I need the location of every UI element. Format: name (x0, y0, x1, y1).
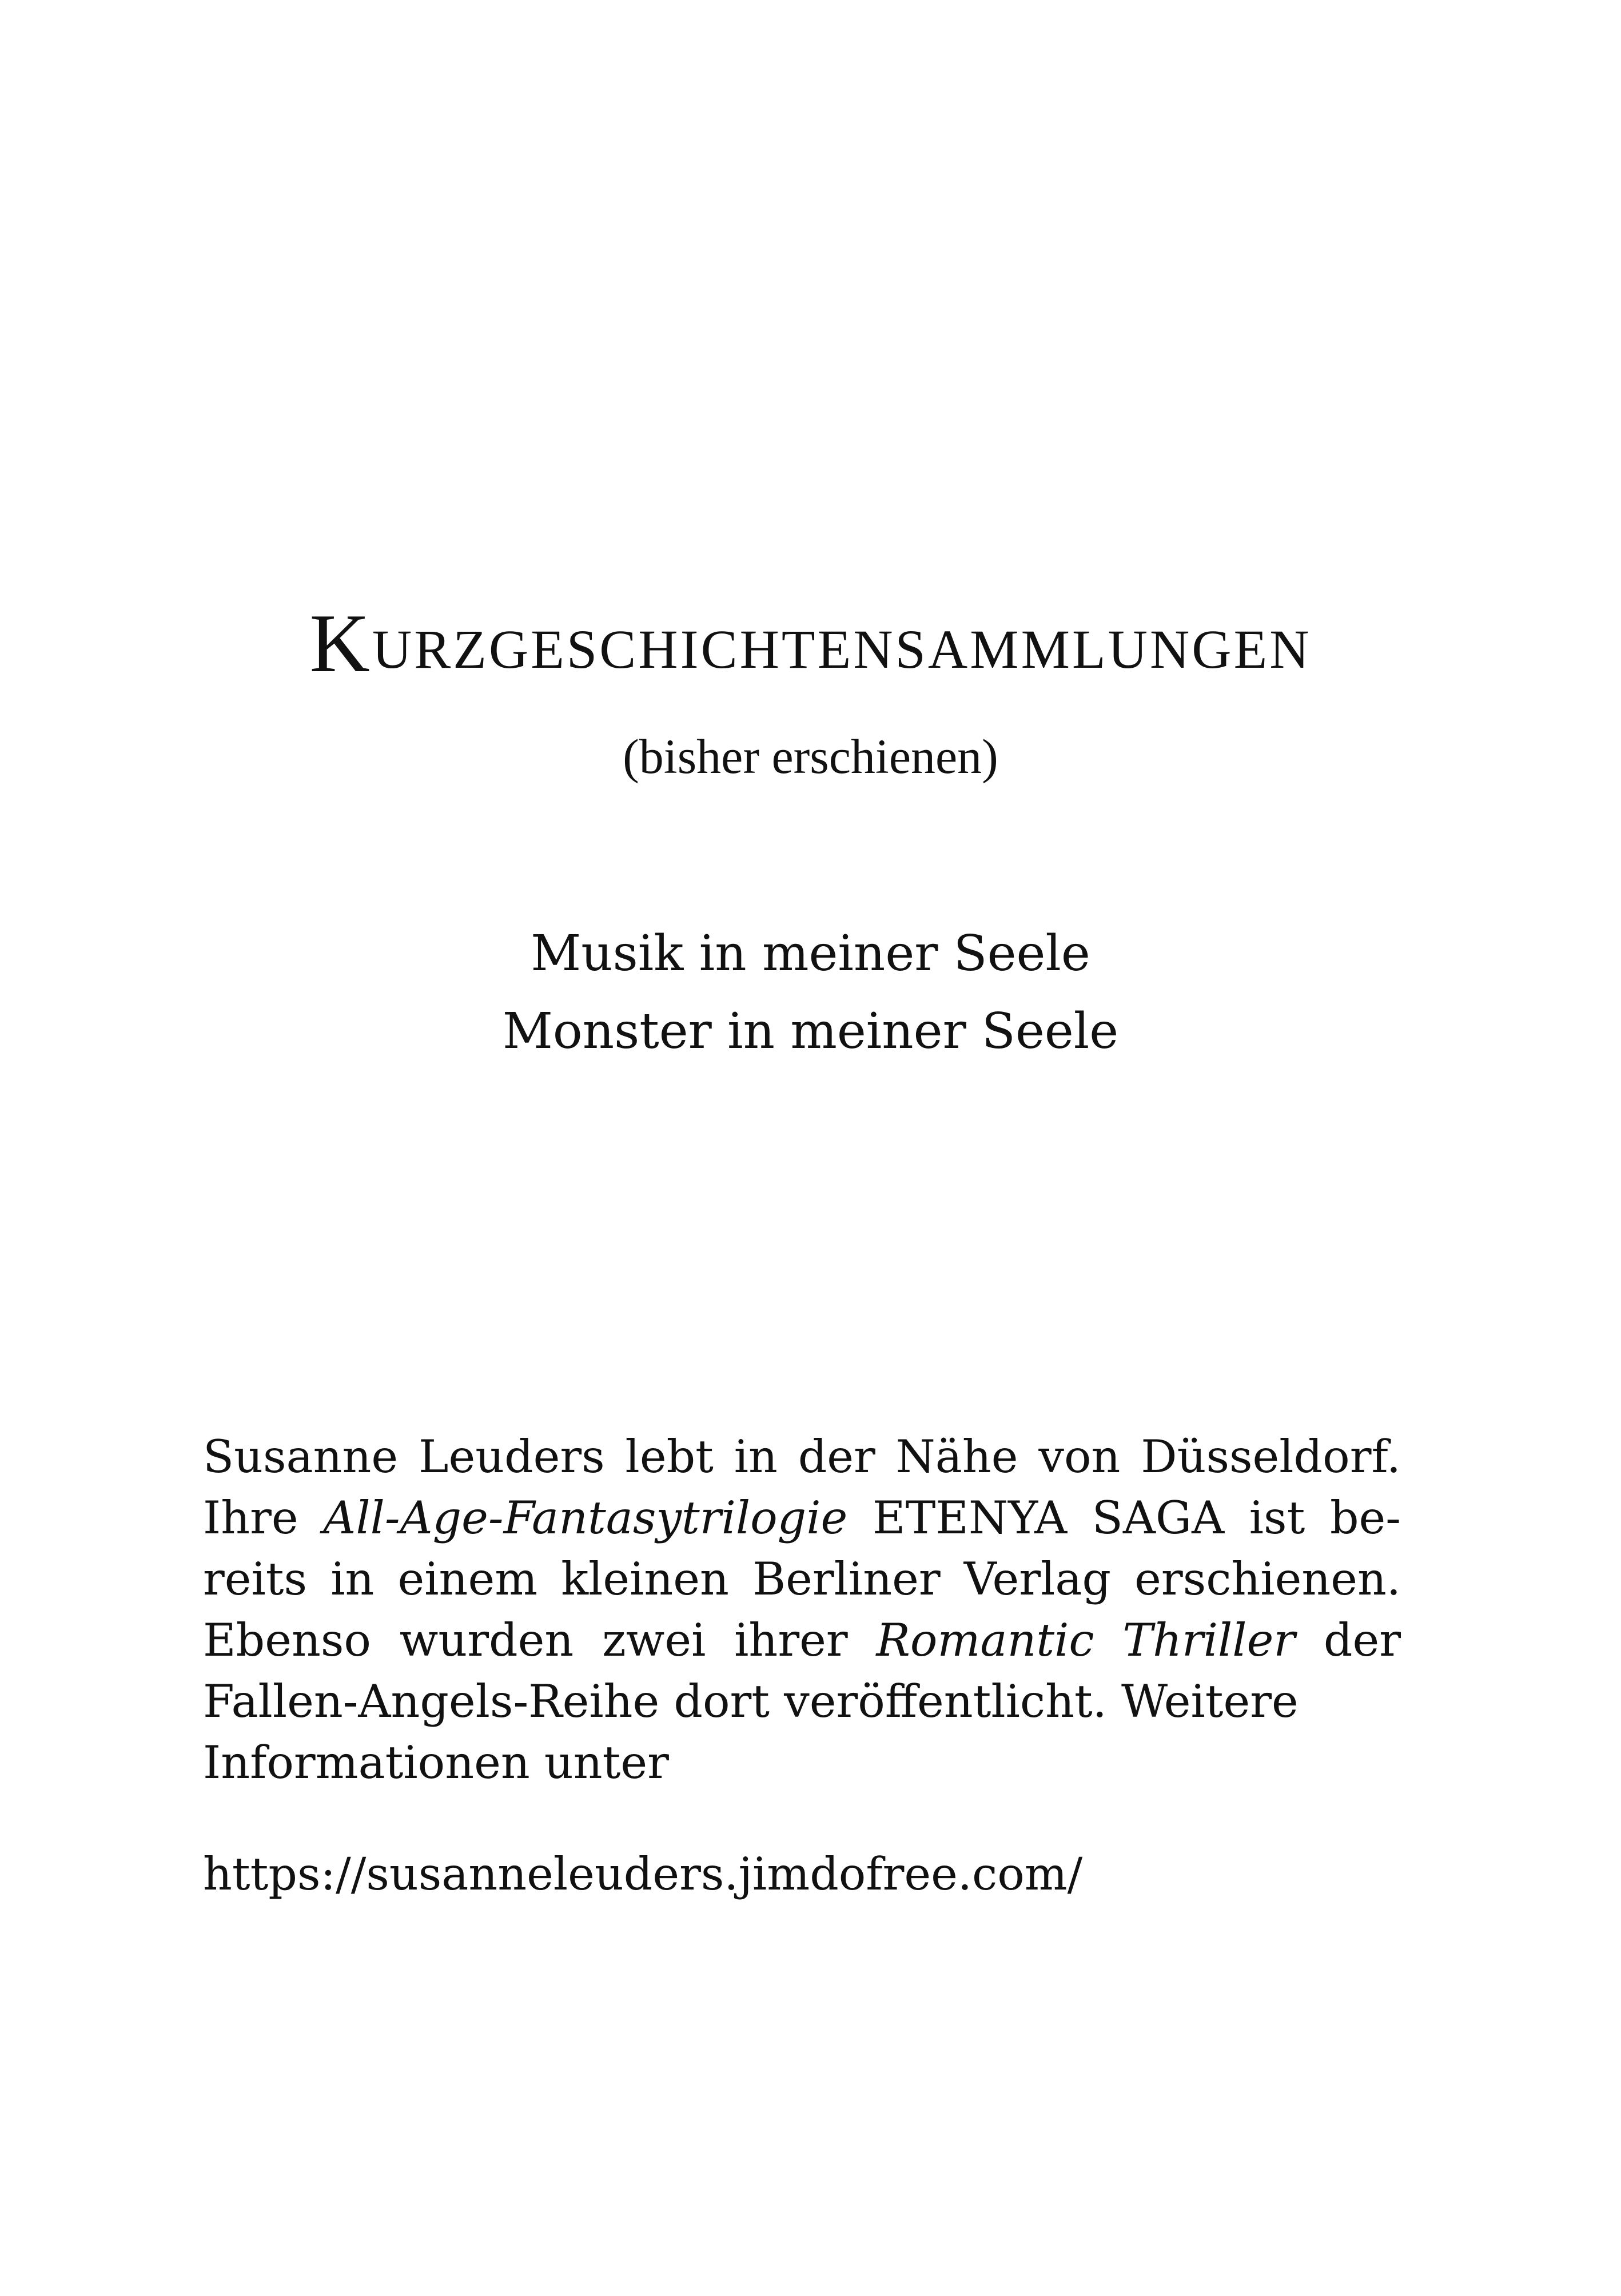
author-bio (203, 1426, 1401, 1793)
bio-last-line: Informationen unter (203, 1736, 669, 1789)
heading-rest: URZGESCHICHTENSAMMLUNGEN (372, 619, 1312, 680)
title-item: Monster in meiner Seele (502, 1003, 1119, 1060)
bio-text-1: Susanne Leuders lebt in der Nähe von Düsseldorf. Ihre (203, 1430, 1401, 1544)
bio-text-3: der Fallen-Angels-Reihe dort veröffentlicht. Weitere (203, 1614, 1401, 1728)
bio-paragraph (203, 1426, 1401, 1732)
bio-italic-2: Romantic Thriller (876, 1614, 1296, 1667)
collection-heading (0, 597, 1621, 689)
heading-initial: K (309, 597, 372, 689)
collection-subtitle: (bisher erschienen) (623, 729, 998, 784)
bio-text-2: ETENYA SAGA ist bereits in einem kleinen Berliner Verlag erschienen. Ebenso wurden zwei ihrer (203, 1492, 1401, 1667)
bio-italic-1: All-Age-Fantasytrilogie (323, 1492, 848, 1544)
title-list (0, 915, 1621, 1070)
title-item: Musik in meiner Seele (531, 925, 1090, 982)
website-link[interactable]: https://susanneleuders.jimdofree.com/ (203, 1848, 1083, 1900)
heading-block (0, 597, 1621, 791)
